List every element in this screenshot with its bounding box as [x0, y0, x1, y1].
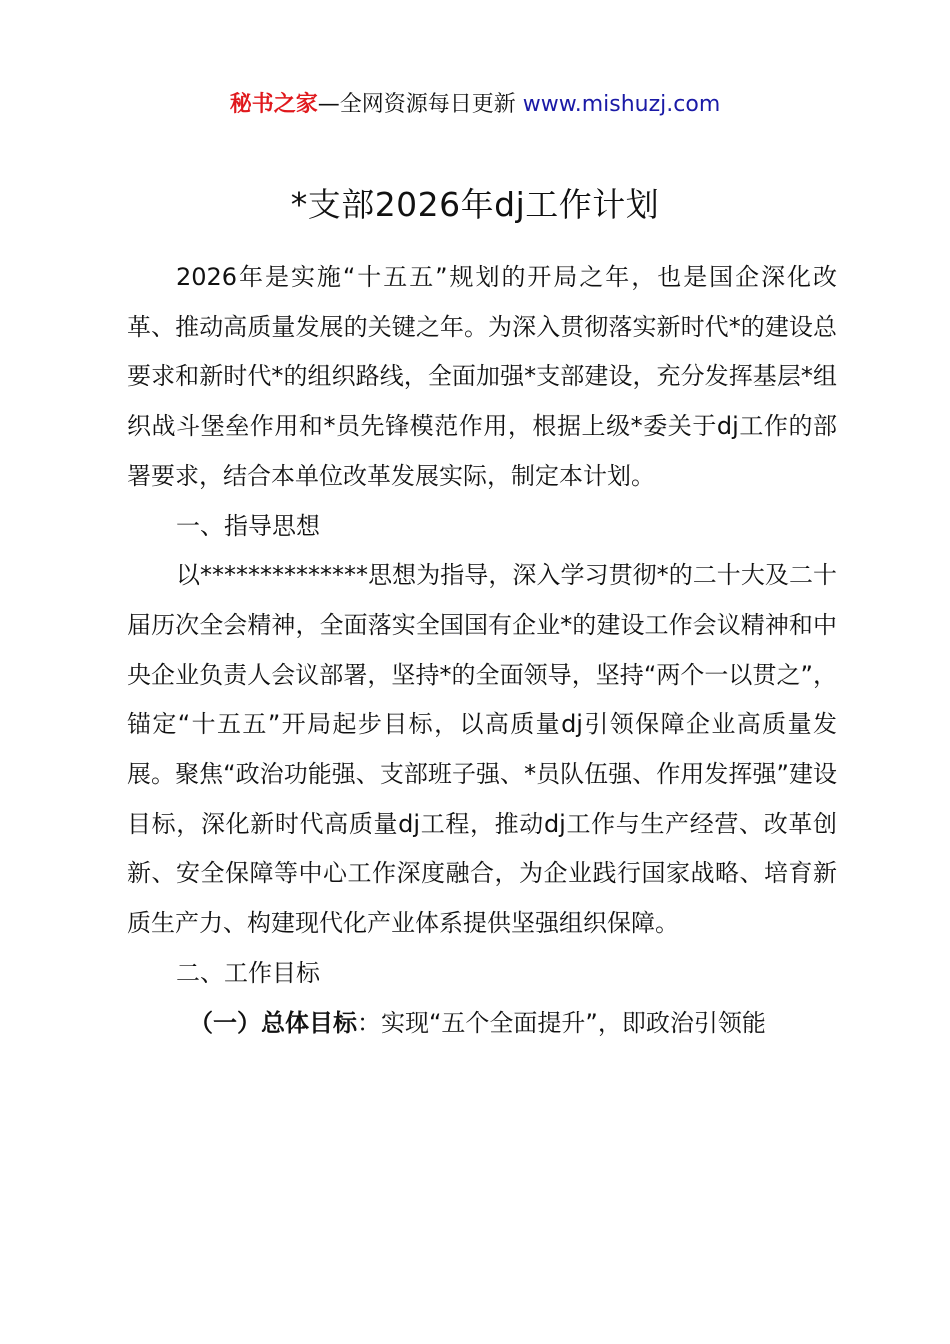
overall-goal-label: （一）总体目标: [189, 1008, 357, 1037]
site-slogan: —全网资源每日更新: [317, 92, 516, 117]
site-brand: 秘书之家: [229, 92, 318, 117]
document-title: *支部2026年dj工作计划: [290, 185, 660, 224]
intro-paragraph: 2026年是实施“十五五”规划的开局之年，也是国企深化改革、推动高质量发展的关键之年。为深入贯彻落实新时代*的建设总要求和新时代*的组织路线，全面加强*支部建设，充分发挥基层*组织战斗堡垒作用和*员先锋模范作用，根据上级*委关于dj工作的部署要求，结合本单位改革发展实际，制定本计划。: [127, 263, 837, 490]
overall-goal-text: ：实现“五个全面提升”，即政治引领能: [357, 1008, 766, 1037]
document-body: [127, 253, 837, 1048]
site-url-link[interactable]: www.mishuzj.com: [522, 92, 721, 117]
site-header: [0, 89, 950, 121]
overall-goal-paragraph: [127, 999, 837, 1049]
guiding-ideology-paragraph: 以**************思想为指导，深入学习贯彻*的二十大及二十届历次全会精神，全面落实全国国有企业*的建设工作会议精神和中央企业负责人会议部署，坚持*的全面领导，坚持“两个一以贯之”，锚定“十五五”开局起步目标，以高质量dj引领保障企业高质量发展。聚焦“政治功能强、支部班子强、*员队伍强、作用发挥强”建设目标，深化新时代高质量dj工程，推动dj工作与生产经营、改革创新、安全保障等中心工作深度融合，为企业践行国家战略、培育新质生产力、构建现代化产业体系提供坚强组织保障。: [127, 561, 837, 938]
section-heading-work-goals: 二、工作目标: [176, 958, 320, 987]
section-heading-guiding-ideology: 一、指导思想: [176, 511, 320, 540]
